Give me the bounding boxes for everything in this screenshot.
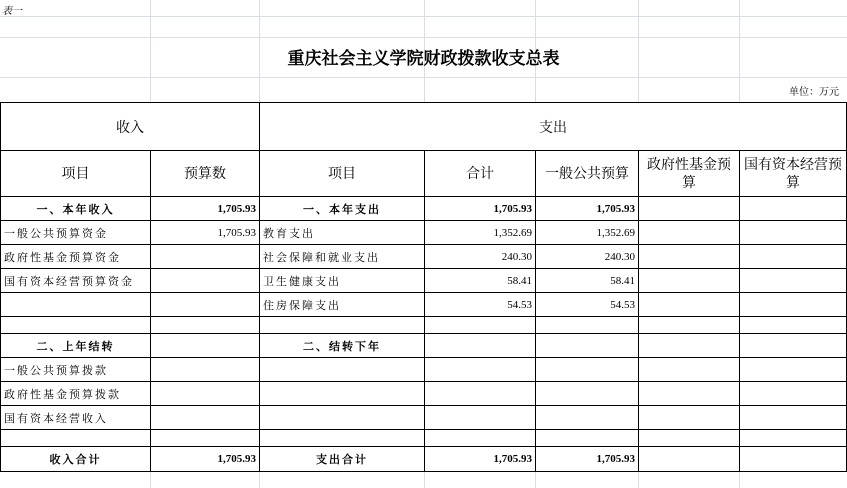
- general-budget-value: [536, 406, 639, 430]
- income-item: 国有资本经营收入: [1, 406, 151, 430]
- expense-item: 二、结转下年: [260, 334, 425, 358]
- state-capital-value: [740, 221, 847, 245]
- expense-item: [260, 382, 425, 406]
- general-budget-value: 240.30: [536, 245, 639, 269]
- expense-section-header: 支出: [260, 103, 847, 151]
- expense-total: [425, 406, 536, 430]
- state-capital-budget-header: 国有资本经营预算: [740, 151, 847, 197]
- expense-total: [425, 334, 536, 358]
- income-value: 1,705.93: [151, 197, 260, 221]
- income-value: [151, 317, 260, 334]
- expense-total: [425, 358, 536, 382]
- gov-fund-value: [639, 269, 740, 293]
- state-capital-value: [740, 358, 847, 382]
- unit-label: 单位：万元: [789, 87, 839, 98]
- income-section-header: 收入: [1, 103, 260, 151]
- gov-fund-value: [639, 197, 740, 221]
- expense-total: [425, 317, 536, 334]
- gov-fund-value: [639, 382, 740, 406]
- income-budget-header: 预算数: [151, 151, 260, 197]
- gov-fund-value: [639, 293, 740, 317]
- income-value: [151, 430, 260, 447]
- state-capital-value: [740, 317, 847, 334]
- table-row: [1, 317, 847, 334]
- income-item: 一、本年收入: [1, 197, 151, 221]
- general-budget-value: 1,705.93: [536, 197, 639, 221]
- income-value: [151, 293, 260, 317]
- table-row: [1, 382, 847, 406]
- income-item: 一般公共预算资金: [1, 221, 151, 245]
- expense-item: 社会保障和就业支出: [260, 245, 425, 269]
- state-capital-value: [740, 269, 847, 293]
- expense-total: 1,352.69: [425, 221, 536, 245]
- income-value: [151, 269, 260, 293]
- expense-item: [260, 358, 425, 382]
- expense-item: [260, 430, 425, 447]
- income-value: [151, 334, 260, 358]
- table-row: [1, 269, 847, 293]
- income-item: [1, 293, 151, 317]
- state-capital-value: [740, 197, 847, 221]
- page-title: 重庆社会主义学院财政拨款收支总表: [287, 49, 560, 69]
- gov-fund-value: [639, 334, 740, 358]
- state-capital-value: [740, 382, 847, 406]
- gov-fund-value: [639, 430, 740, 447]
- income-value: [151, 245, 260, 269]
- income-total-label: 收入合计: [1, 447, 151, 472]
- expense-item: 卫生健康支出: [260, 269, 425, 293]
- expense-item: 教育支出: [260, 221, 425, 245]
- general-budget-value: [536, 358, 639, 382]
- general-budget-value: [536, 334, 639, 358]
- budget-summary-table: [0, 102, 847, 472]
- gov-fund-value: [639, 406, 740, 430]
- general-budget-value: [536, 382, 639, 406]
- expense-total: 240.30: [425, 245, 536, 269]
- table-row: [1, 334, 847, 358]
- expense-item: 一、本年支出: [260, 197, 425, 221]
- table-row: [1, 293, 847, 317]
- expense-item: 住房保障支出: [260, 293, 425, 317]
- income-value: [151, 406, 260, 430]
- income-item-header: 项目: [1, 151, 151, 197]
- income-item: 政府性基金预算资金: [1, 245, 151, 269]
- income-item: 政府性基金预算拨款: [1, 382, 151, 406]
- sheet-label: 表一: [2, 6, 22, 17]
- expense-item: [260, 317, 425, 334]
- expense-item-header: 项目: [260, 151, 425, 197]
- expense-item: [260, 406, 425, 430]
- income-item: [1, 430, 151, 447]
- expense-total: 58.41: [425, 269, 536, 293]
- income-value: [151, 358, 260, 382]
- table-column-header-row: [1, 151, 847, 197]
- gov-fund-value: [639, 221, 740, 245]
- gov-fund-budget-header: 政府性基金预算: [639, 151, 740, 197]
- state-capital-value: [740, 430, 847, 447]
- table-row: [1, 430, 847, 447]
- gov-fund-value: [639, 245, 740, 269]
- state-capital-value: [740, 334, 847, 358]
- gov-fund-value: [639, 358, 740, 382]
- table-row: [1, 406, 847, 430]
- general-budget-value: 54.53: [536, 293, 639, 317]
- income-item: 国有资本经营预算资金: [1, 269, 151, 293]
- general-budget-value: 58.41: [536, 269, 639, 293]
- table-total-row: [1, 447, 847, 472]
- table-row: [1, 245, 847, 269]
- general-budget-header: 一般公共预算: [536, 151, 639, 197]
- income-item: 二、上年结转: [1, 334, 151, 358]
- general-budget-total-value: 1,705.93: [536, 447, 639, 472]
- state-capital-value: [740, 245, 847, 269]
- table-section-header-row: [1, 103, 847, 151]
- general-budget-value: [536, 317, 639, 334]
- table-row: [1, 221, 847, 245]
- general-budget-value: 1,352.69: [536, 221, 639, 245]
- table-row: [1, 358, 847, 382]
- expense-total: 54.53: [425, 293, 536, 317]
- expense-total: 1,705.93: [425, 197, 536, 221]
- income-total-value: 1,705.93: [151, 447, 260, 472]
- income-item: [1, 317, 151, 334]
- table-row: [1, 197, 847, 221]
- expense-total: [425, 382, 536, 406]
- expense-total-label: 支出合计: [260, 447, 425, 472]
- gov-fund-total-value: [639, 447, 740, 472]
- expense-total-value: 1,705.93: [425, 447, 536, 472]
- state-capital-total-value: [740, 447, 847, 472]
- expense-total-header: 合计: [425, 151, 536, 197]
- income-item: 一般公共预算拨款: [1, 358, 151, 382]
- gov-fund-value: [639, 317, 740, 334]
- state-capital-value: [740, 293, 847, 317]
- income-value: 1,705.93: [151, 221, 260, 245]
- general-budget-value: [536, 430, 639, 447]
- expense-total: [425, 430, 536, 447]
- income-value: [151, 382, 260, 406]
- state-capital-value: [740, 406, 847, 430]
